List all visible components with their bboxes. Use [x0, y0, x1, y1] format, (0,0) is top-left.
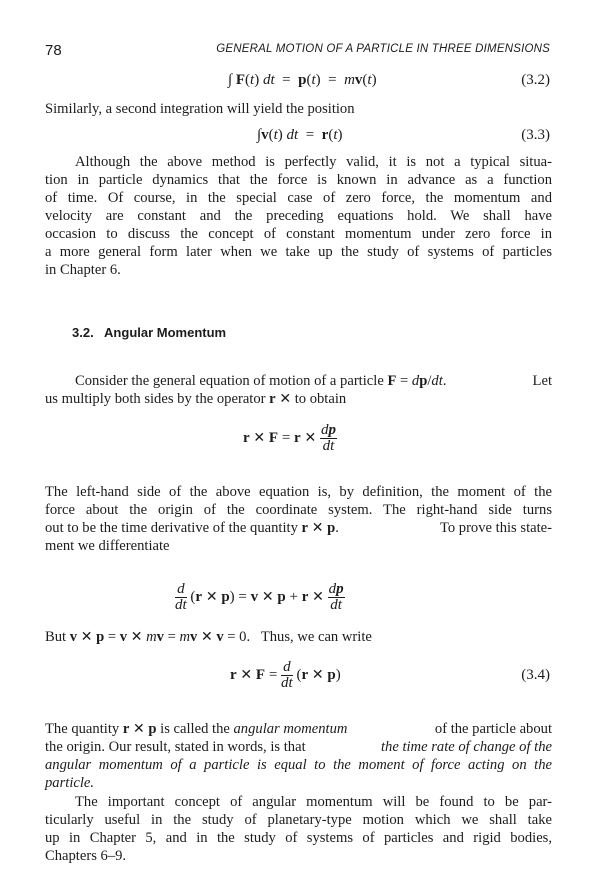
text-run: To prove this state- [439, 520, 552, 536]
paragraph-line: Consider the general equation of motion of a particle F = dp/dt. Let [75, 373, 552, 389]
text-run: But [45, 629, 67, 645]
paragraph-line: us multiply both sides by the operator r ✕ to obtain [45, 391, 347, 407]
equation-3-2: ∫ F(t) dt = p(t) = mv(t) [228, 72, 377, 88]
paragraph-line: Although the above method is perfectly valid, it is not a typical situa- [75, 154, 552, 170]
running-head: GENERAL MOTION OF A PARTICLE IN THREE DIMENSIONS [216, 43, 550, 55]
fraction: $\frac{dp}{dt}$ [328, 581, 344, 613]
paragraph-line: The quantity r ✕ p is called the angular momentum of the particle about [45, 721, 552, 737]
paragraph-line [45, 756, 552, 774]
section-heading [72, 325, 226, 340]
section-number: 3.2. [72, 325, 94, 340]
fraction: $\frac{dp}{dt}$ [320, 422, 336, 454]
text-run: is called the [160, 721, 230, 737]
paragraph-line: tion in particle dynamics that the force is known in advance as a function [45, 172, 552, 188]
italic-text: particle. [45, 775, 95, 791]
italic-term: angular momentum [233, 721, 348, 737]
paragraph-line: occasion to discuss the concept of constant momentum under zero force in [45, 226, 552, 242]
equation-derivative: $\frac{d}{dt}$ (r ✕ p) = v ✕ p + r ✕ $\frac{dp}{dt}$ [175, 581, 344, 613]
text-run: the origin. Our result, stated in words, is that [45, 739, 306, 755]
paragraph-line: a more general form later when we take up the study of systems of particles [45, 244, 552, 260]
paragraph-line: ment we differentiate [45, 538, 170, 554]
equation-3-3: ∫v(t) dt = r(t) [257, 127, 343, 143]
equation-moment: r ✕ F = r ✕ $\frac{dp}{dt}$ [243, 422, 336, 454]
text-run: us multiply both sides by the operator [45, 391, 266, 407]
equation-number-3-2: (3.2) [521, 72, 550, 88]
section-title: Angular Momentum [104, 325, 227, 340]
equation-number-3-3: (3.3) [521, 127, 550, 143]
paragraph-line: force about the origin of the coordinate system. The right-hand side turns [45, 502, 552, 518]
paragraph-line: ticularly useful in the study of planetary-type motion which we shall take [45, 812, 552, 828]
equation-3-4: r ✕ F = $\frac{d}{dt}$ (r ✕ p) [230, 659, 341, 691]
italic-text: angular momentum of a particle is equal to the moment of force acting on the [45, 757, 552, 773]
text-run: Consider the general equation of motion of a particle [75, 373, 384, 389]
text-run: The quantity [45, 721, 120, 737]
paragraph-line: out to be the time derivative of the quantity r ✕ p. To prove this state- [45, 520, 552, 536]
paragraph-line: up in Chapter 5, and in the study of systems of particles and rigid bodies, [45, 830, 552, 846]
italic-text: the time rate of change of the [380, 739, 552, 755]
fraction: $\frac{d}{dt}$ [175, 581, 187, 613]
paragraph-line: in Chapter 6. [45, 262, 121, 278]
text-run: Thus, we can write [260, 629, 372, 645]
paragraph-line [45, 774, 552, 792]
paragraph-line: of time. Of course, in the special case of zero force, the momentum and [45, 190, 552, 206]
paragraph-line: Chapters 6–9. [45, 848, 127, 864]
text-run: to obtain [294, 391, 347, 407]
equation-number-3-4: (3.4) [521, 667, 550, 683]
text-run: of the particle about [434, 721, 552, 737]
fraction: $\frac{d}{dt}$ [281, 659, 293, 691]
paragraph-line: Similarly, a second integration will yield the position [45, 101, 355, 117]
paragraph-line [45, 738, 552, 756]
paragraph-line: velocity are constant and the preceding equations hold. We shall have [45, 208, 552, 224]
text-run: Let [532, 373, 552, 389]
text-run: out to be the time derivative of the quantity [45, 520, 298, 536]
paragraph-line: The left-hand side of the above equation is, by definition, the moment of the [45, 484, 552, 500]
paragraph-line: But v ✕ p = v ✕ mv = mv ✕ v = 0. Thus, we can write [45, 629, 372, 645]
paragraph-line: The important concept of angular momentum will be found to be par- [75, 794, 552, 810]
page-number: 78 [45, 42, 62, 59]
